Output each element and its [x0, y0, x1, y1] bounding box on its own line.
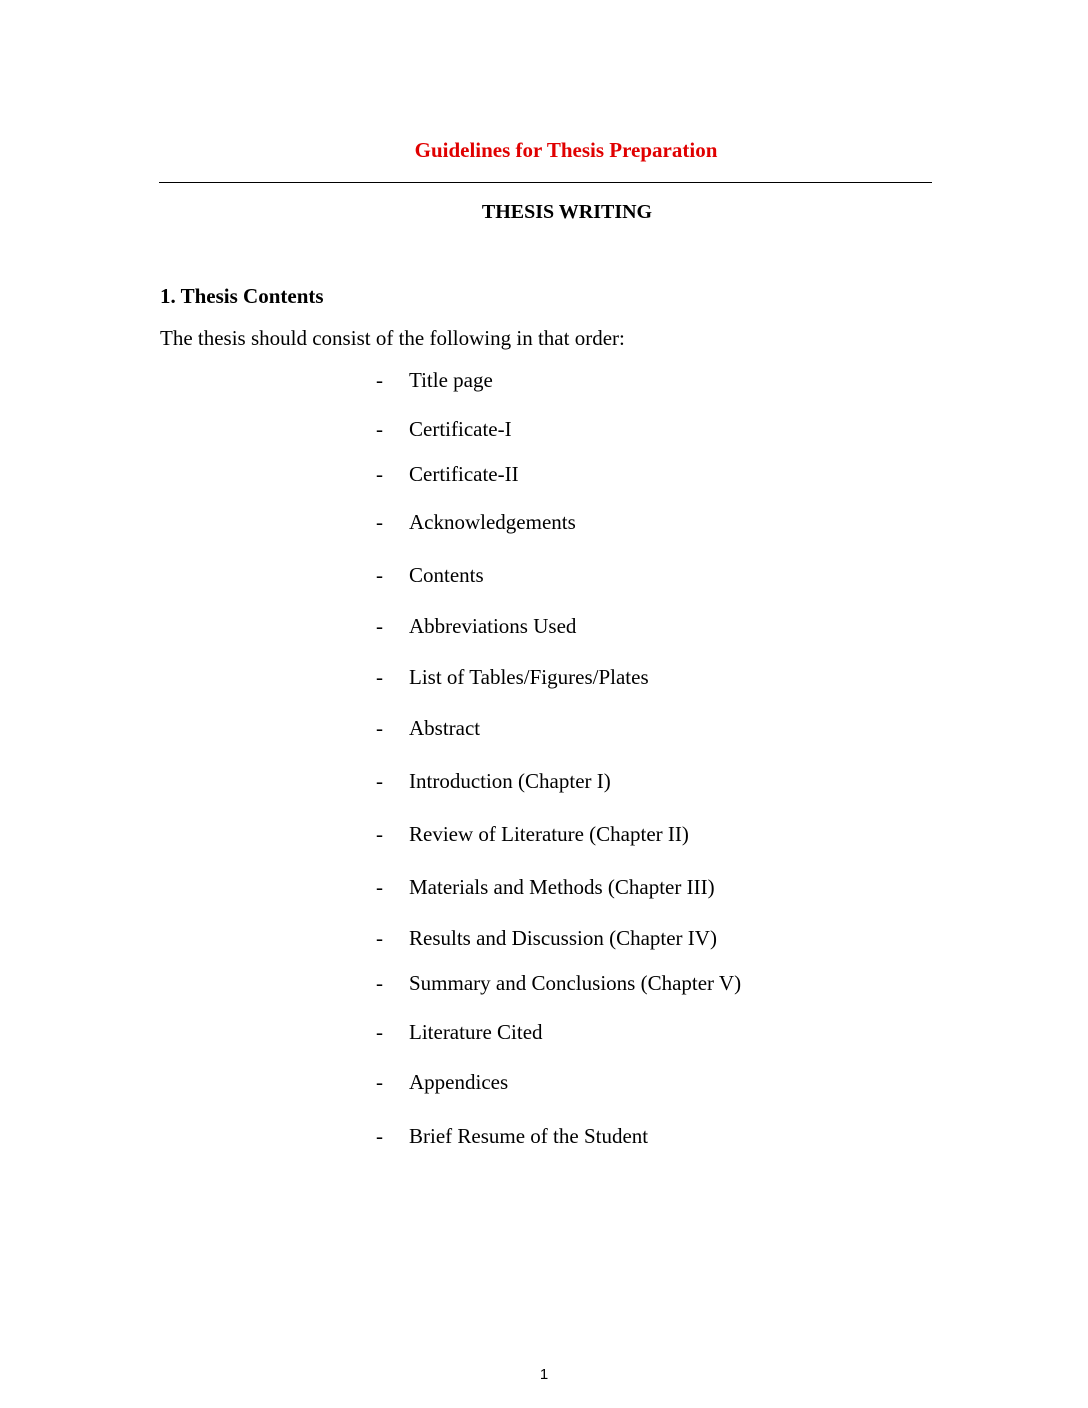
intro-paragraph: The thesis should consist of the following in that order: — [160, 326, 625, 350]
list-item-label: Introduction (Chapter I) — [409, 769, 611, 793]
list-bullet-dash: - — [376, 926, 383, 950]
list-item-label: Summary and Conclusions (Chapter V) — [409, 971, 742, 995]
list-bullet-dash: - — [376, 971, 383, 995]
list-bullet-dash: - — [376, 563, 383, 587]
page-number: 1 — [539, 1366, 549, 1383]
list-bullet-dash: - — [376, 875, 383, 899]
section-heading: 1. Thesis Contents — [160, 284, 324, 308]
list-item-label: Acknowledgements — [409, 510, 576, 534]
list-item-label: Review of Literature (Chapter II) — [409, 822, 689, 846]
list-item-label: Abbreviations Used — [409, 614, 577, 638]
list-item-label: Materials and Methods (Chapter III) — [409, 875, 715, 899]
list-bullet-dash: - — [376, 462, 383, 486]
header-divider — [159, 182, 932, 183]
list-bullet-dash: - — [376, 510, 383, 534]
list-item-label: Literature Cited — [409, 1020, 543, 1044]
list-bullet-dash: - — [376, 1020, 383, 1044]
list-bullet-dash: - — [376, 614, 383, 638]
list-item-label: Certificate-I — [409, 417, 512, 441]
list-item-label: Appendices — [409, 1070, 509, 1094]
list-item-label: Certificate-II — [409, 462, 519, 486]
list-bullet-dash: - — [376, 665, 383, 689]
list-bullet-dash: - — [376, 822, 383, 846]
list-bullet-dash: - — [376, 1070, 383, 1094]
list-bullet-dash: - — [376, 417, 383, 441]
document-title: THESIS WRITING — [481, 201, 653, 223]
list-item-label: Contents — [409, 563, 484, 587]
list-bullet-dash: - — [376, 769, 383, 793]
list-bullet-dash: - — [376, 368, 383, 392]
list-item-label: Results and Discussion (Chapter IV) — [409, 926, 717, 950]
list-item-label: Brief Resume of the Student — [409, 1124, 649, 1148]
list-bullet-dash: - — [376, 1124, 383, 1148]
list-item-label: List of Tables/Figures/Plates — [409, 665, 649, 689]
list-item-label: Title page — [409, 368, 493, 392]
page-header-title: Guidelines for Thesis Preparation — [414, 138, 718, 162]
list-item-label: Abstract — [409, 716, 481, 740]
list-bullet-dash: - — [376, 716, 383, 740]
